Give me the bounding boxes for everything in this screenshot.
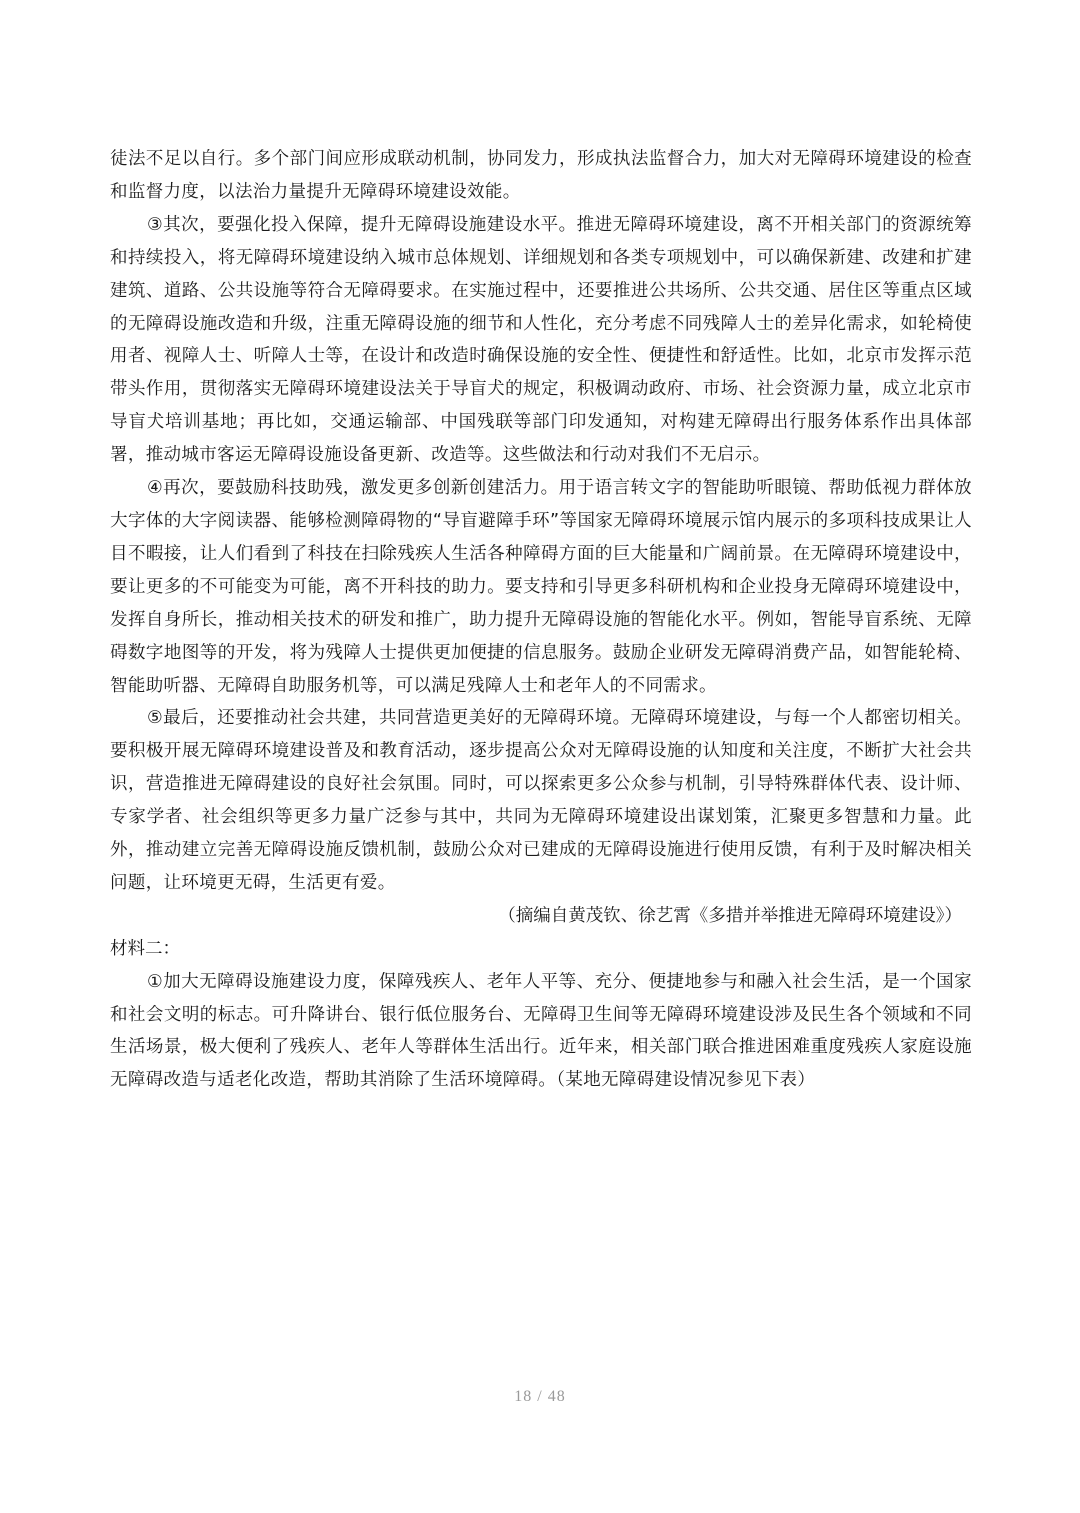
paragraph-5: ⑤最后，还要推动社会共建，共同营造更美好的无障碍环境。无障碍环境建设，与每一个人都密切相关。要积极开展无障碍环境建设普及和教育活动，逐步提高公众对无障碍设施的认知度和关注度，不断扩大社会共识，营造推进无障碍建设的良好社会氛围。同时，可以探索更多公众参与机制，引导特殊群体代表、设计师、专家学者、社会组织等更多力量广泛参与其中，共同为无障碍环境建设出谋划策，汇聚更多智慧和力量。此外，推动建立完善无障碍设施反馈机制，鼓励公众对已建成的无障碍设施进行使用反馈，有利于及时解决相关问题，让环境更无碍，生活更有爱。 [110, 708, 972, 893]
paragraph-4: ④再次，要鼓励科技助残，激发更多创新创建活力。用于语言转文字的智能助听眼镜、帮助低视力群体放大字体的大字阅读器、能够检测障碍物的“导盲避障手环”等国家无障碍环境展示馆内展示的多项科技成果让人目不暇接，让人们看到了科技在扫除残疾人生活各种障碍方面的巨大能量和广阔前景。在无障碍环境建设中，要让更多的不可能变为可能，离不开科技的助力。要支持和引导更多科研机构和企业投身无障碍环境建设中，发挥自身所长，推动相关技术的研发和推广，助力提升无障碍设施的智能化水平。例如，智能导盲系统、无障碍数字地图等的开发，将为残障人士提供更加便捷的信息服务。鼓励企业研发无障碍消费产品，如智能轮椅、智能助听器、无障碍自助服务机等，可以满足残障人士和老年人的不同需求。 [110, 478, 972, 696]
source-citation: （摘编自黄茂钦、徐艺霄《多措并举推进无障碍环境建设》） [498, 905, 962, 926]
material-two-paragraph-1: ①加大无障碍设施建设力度，保障残疾人、老年人平等、充分、便捷地参与和融入社会生活，是一个国家和社会文明的标志。可升降讲台、银行低位服务台、无障碍卫生间等无障碍环境建设涉及民生各个领域和不同生活场景，极大便利了残疾人、老年人等群体生活出行。近年来，相关部门联合推进困难重度残疾人家庭设施无障碍改造与适老化改造，帮助其消除了生活环境障碍。（某地无障碍建设情况参见下表） [110, 971, 972, 1091]
paragraph-3: ③其次，要强化投入保障，提升无障碍设施建设水平。推进无障碍环境建设，离不开相关部门的资源统筹和持续投入，将无障碍环境建设纳入城市总体规划、详细规划和各类专项规划中，可以确保新建、改建和扩建建筑、道路、公共设施等符合无障碍要求。在实施过程中，还要推进公共场所、公共交通、居住区等重点区域的无障碍设施改造和升级，注重无障碍设施的细节和人性化，充分考虑不同残障人士的差异化需求，如轮椅使用者、视障人士、听障人士等，在设计和改造时确保设施的安全性、便捷性和舒适性。比如，北京市发挥示范带头作用，贯彻落实无障碍环境建设法关于导盲犬的规定，积极调动政府、市场、社会资源力量，成立北京市导盲犬培训基地；再比如，交通运输部、中国残联等部门印发通知，对构建无障碍出行服务体系作出具体部署，推动城市客运无障碍设施设备更新、改造等。这些做法和行动对我们不无启示。 [110, 214, 972, 466]
material-two-label: 材料二： [110, 938, 180, 959]
page-number: 18 / 48 [514, 1388, 566, 1405]
paragraph-continuation: 徒法不足以自行。多个部门间应形成联动机制，协同发力，形成执法监督合力，加大对无障碍环境建设的检查和监督力度，以法治力量提升无障碍环境建设效能。 [110, 149, 972, 202]
document-body [110, 143, 972, 1097]
